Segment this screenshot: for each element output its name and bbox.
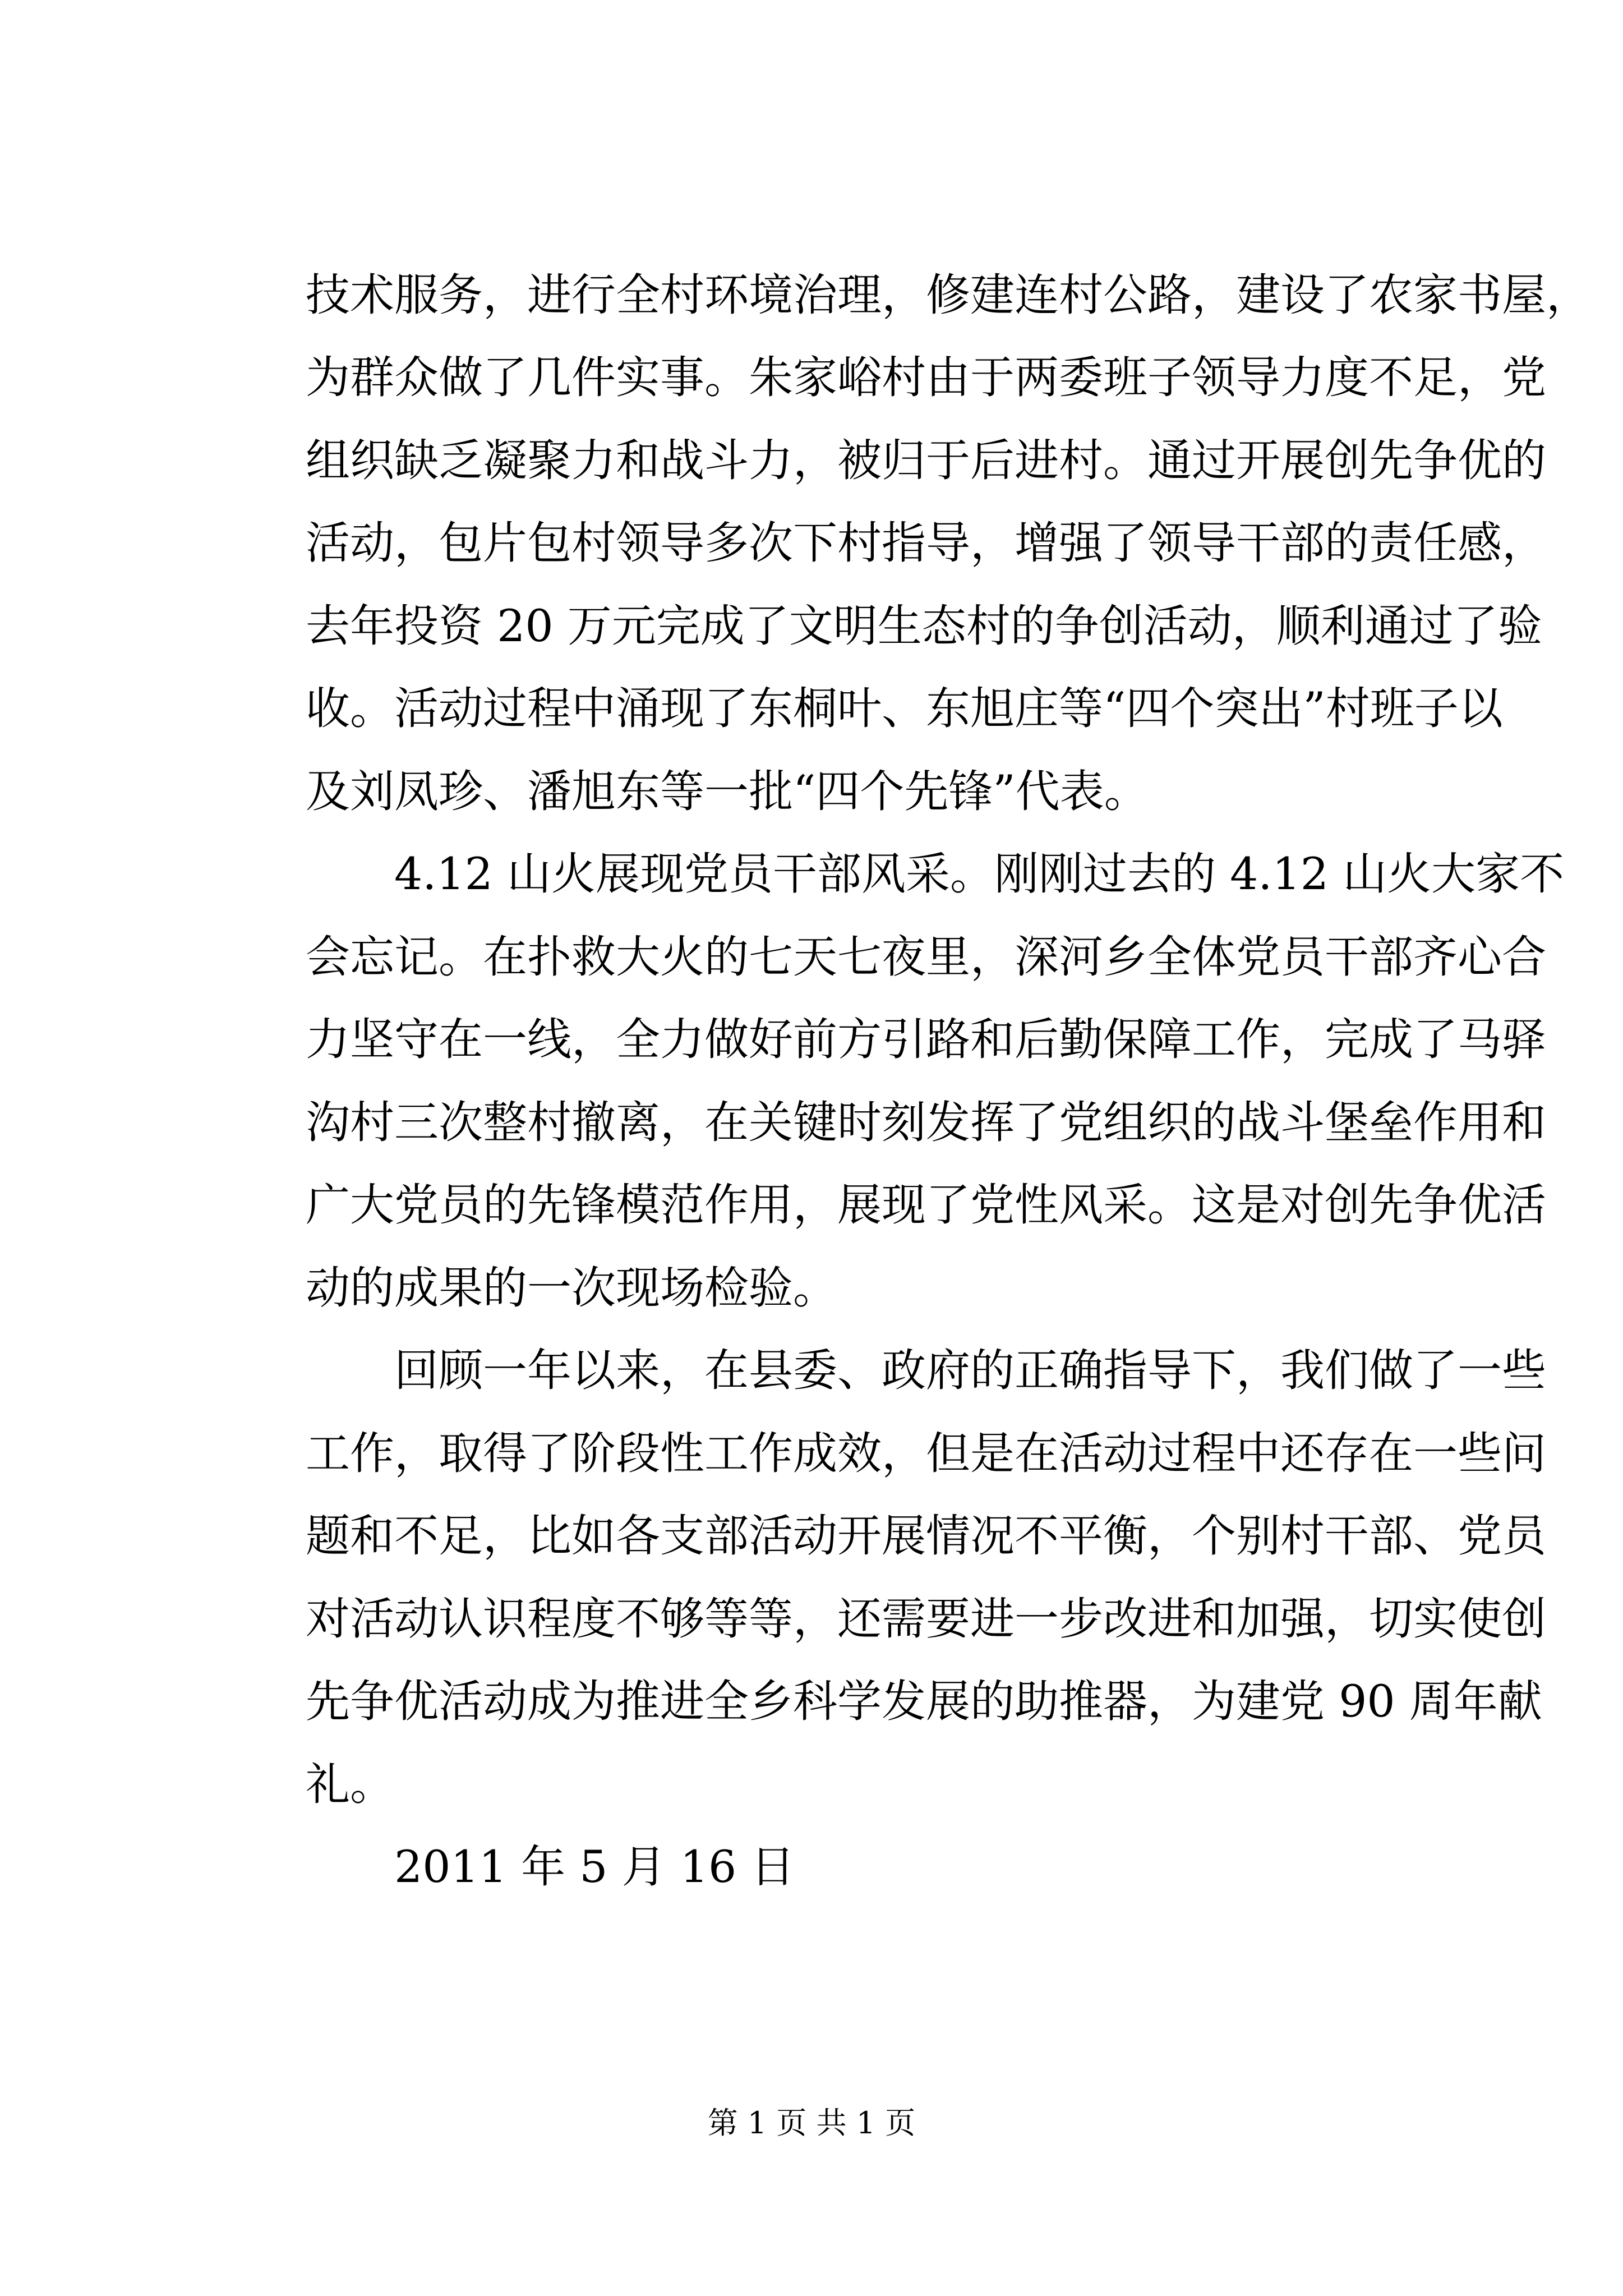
text-line: 动的成果的一次现场检验。: [306, 1262, 837, 1314]
page-footer: 第 1 页 共 1 页: [707, 2105, 916, 2141]
text-line: 先争优活动成为推进全乡科学发展的助推器，为建党 90 周年献: [306, 1676, 1542, 1727]
text-line: 题和不足，比如各支部活动开展情况不平衡，个别村干部、党员: [306, 1510, 1546, 1562]
text-line: 活动，包片包村领导多次下村指导，增强了领导干部的责任感，: [306, 517, 1546, 569]
text-line: 广大党员的先锋模范作用，展现了党性风采。这是对创先争优活: [306, 1179, 1546, 1231]
text-line: 沟村三次整村撤离，在关键时刻发挥了党组织的战斗堡垒作用和: [306, 1097, 1546, 1148]
text-line: 去年投资 20 万元完成了文明生态村的争创活动，顺利通过了验: [306, 600, 1542, 652]
text-line: 为群众做了几件实事。朱家峪村由于两委班子领导力度不足，党: [306, 352, 1546, 403]
date-line: 2011 年 5 月 16 日: [394, 1841, 795, 1893]
text-line: 力坚守在一线，全力做好前方引路和后勤保障工作，完成了马驿: [306, 1014, 1546, 1065]
text-line: 礼。: [306, 1759, 394, 1810]
paragraph-first-line: 回顾一年以来，在县委、政府的正确指导下，我们做了一些: [394, 1345, 1546, 1396]
text-line: 技术服务，进行全村环境治理，修建连村公路，建设了农家书屋，: [306, 269, 1590, 321]
text-line: 组织缺乏凝聚力和战斗力，被归于后进村。通过开展创先争优的: [306, 435, 1546, 486]
text-line: 会忘记。在扑救大火的七天七夜里，深河乡全体党员干部齐心合: [306, 931, 1546, 983]
text-line: 对活动认识程度不够等等，还需要进一步改进和加强，切实使创: [306, 1593, 1546, 1645]
text-line: 工作，取得了阶段性工作成效，但是在活动过程中还存在一些问: [306, 1428, 1546, 1479]
text-line: 及刘凤珍、潘旭东等一批“四个先锋”代表。: [306, 766, 1149, 817]
text-line: 收。活动过程中涌现了东桐叶、东旭庄等“四个突出”村班子以: [306, 683, 1503, 734]
paragraph-first-line: 4.12 山火展现党员干部风采。刚刚过去的 4.12 山火大家不: [394, 848, 1565, 900]
